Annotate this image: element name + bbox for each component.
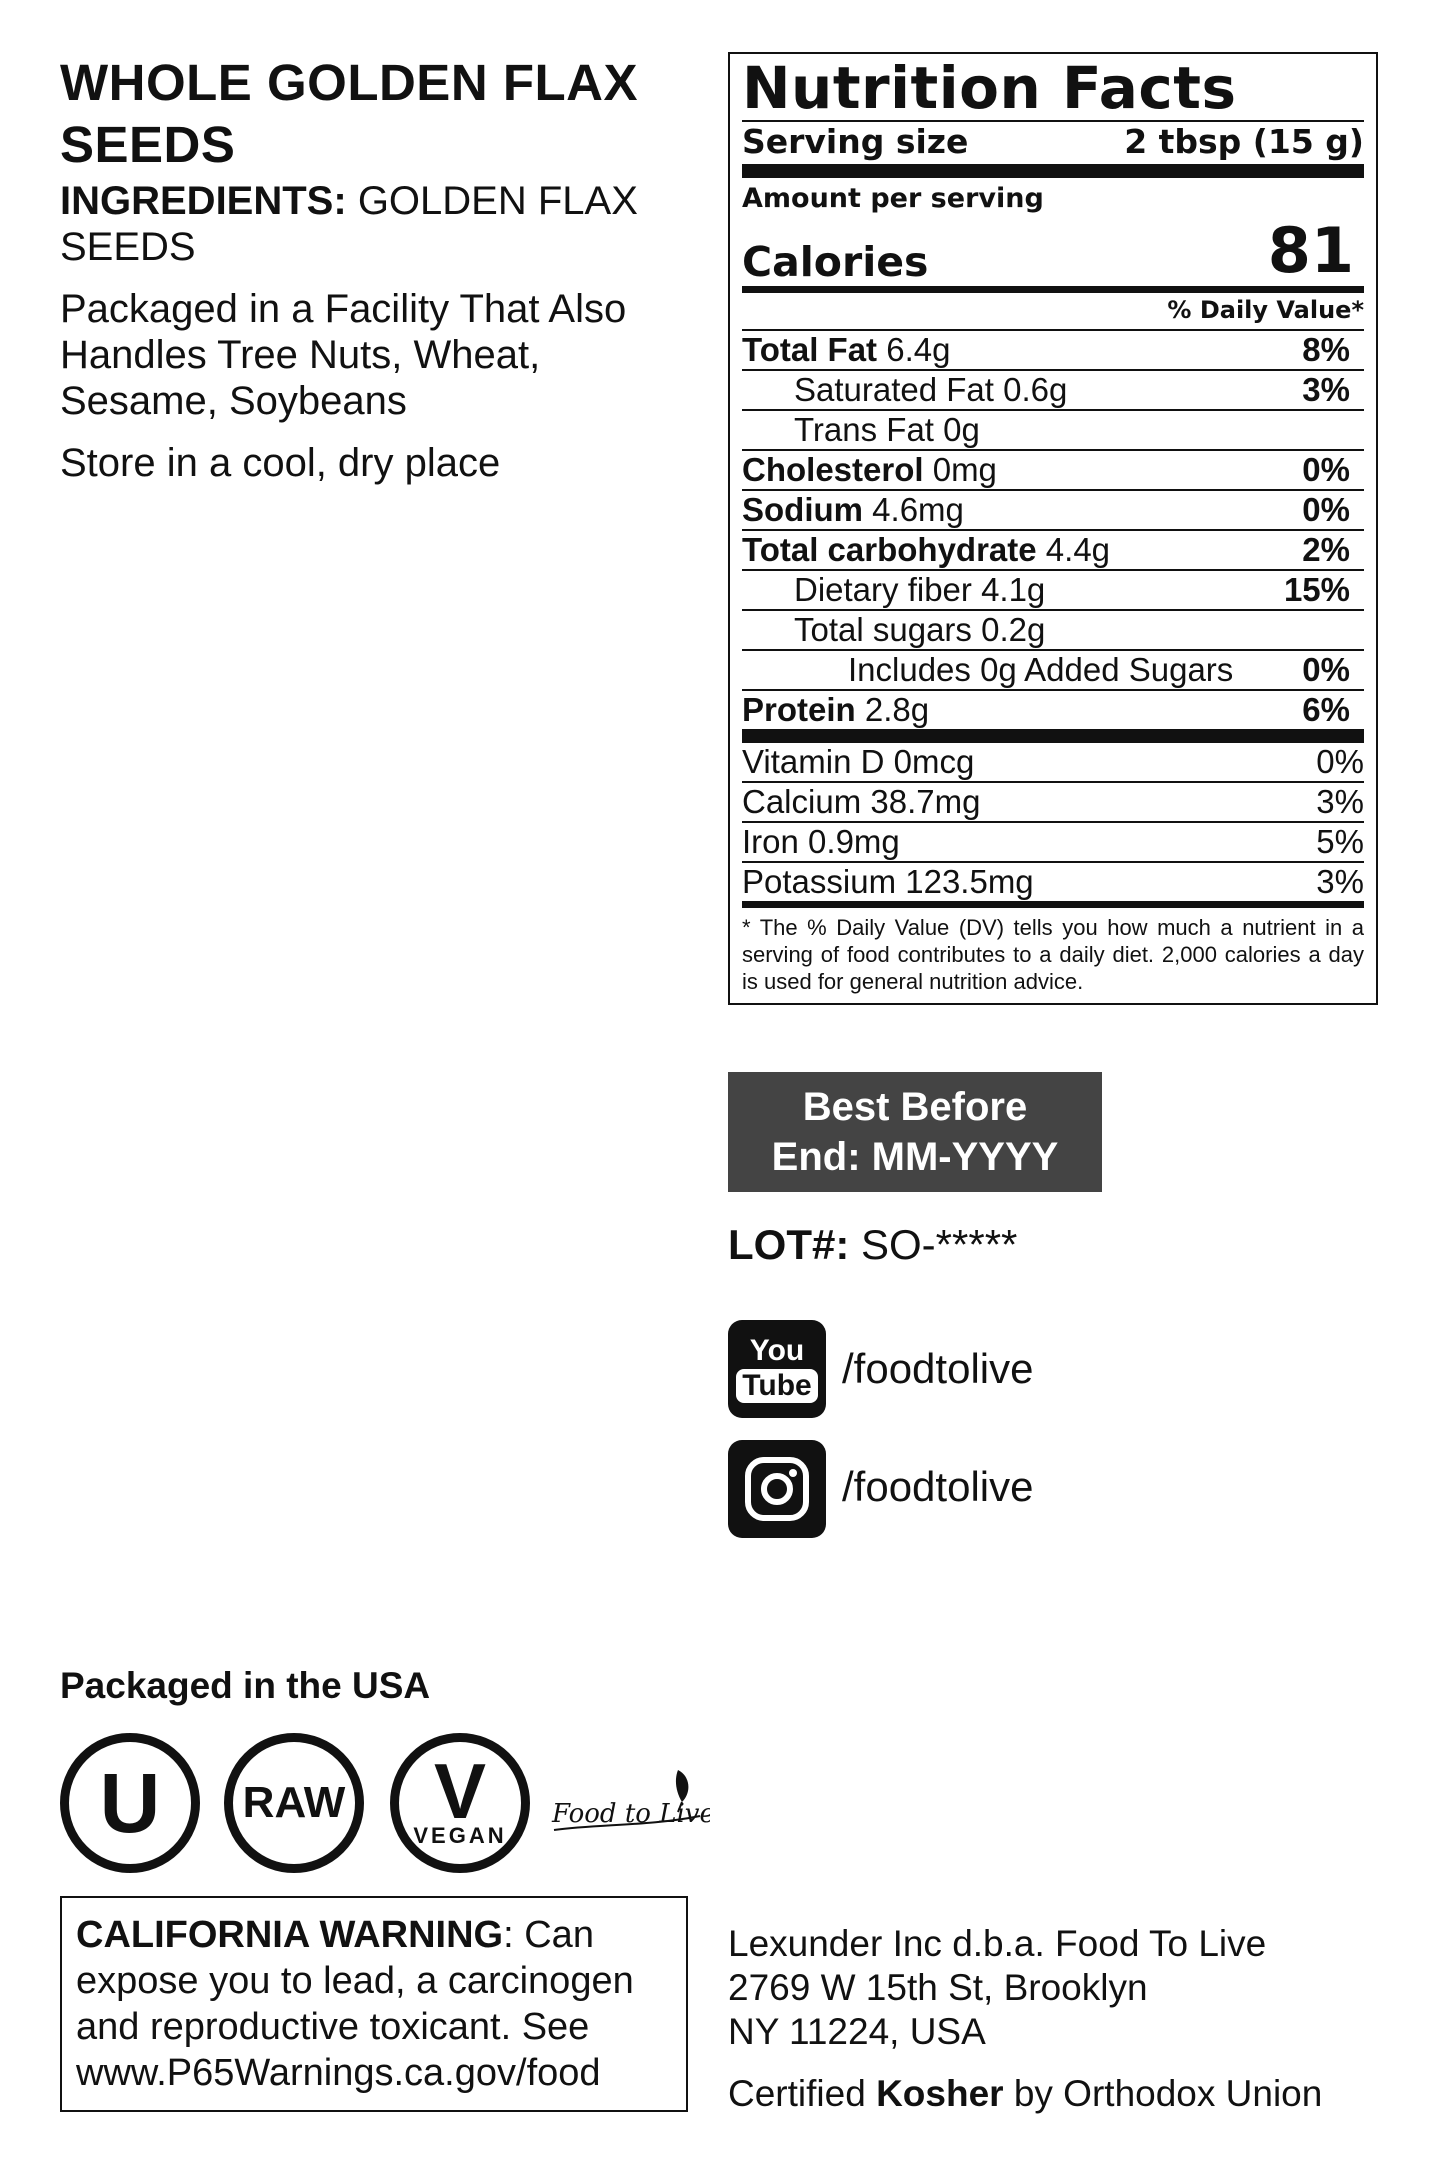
youtube-handle: /foodtolive bbox=[842, 1345, 1034, 1392]
california-warning-text: : Can expose you to lead, a carcinogen and reproductive toxicant. See www.P65Warnings.ca.gov/food bbox=[76, 1914, 634, 2094]
best-before-line2: End: MM-YYYY bbox=[771, 1135, 1059, 1179]
nutrient-row-total-sugars: Total sugars 0.2g bbox=[742, 611, 1364, 651]
company-line2: 2769 W 15th St, Brooklyn bbox=[728, 1967, 1148, 2008]
nutrient-row-protein: Protein 2.8g 6% bbox=[742, 691, 1350, 728]
ingredients-value: GOLDEN FLAX SEEDS bbox=[60, 179, 638, 269]
calories-label: Calories bbox=[742, 238, 929, 286]
company-line3: NY 11224, USA bbox=[728, 2011, 986, 2052]
serving-size-label: Serving size bbox=[742, 122, 969, 161]
nutrient-row-saturated-fat: Saturated Fat 0.6g 3% bbox=[742, 371, 1364, 411]
nutrient-row-vitamin-d: Vitamin D 0mcg 0% bbox=[742, 743, 1364, 783]
serving-size-value: 2 tbsp (15 g) bbox=[1124, 122, 1364, 161]
nutrient-row-trans-fat: Trans Fat 0g bbox=[742, 411, 1364, 451]
daily-value-header: % Daily Value* bbox=[1167, 296, 1364, 324]
ingredients-label: INGREDIENTS: bbox=[60, 179, 347, 223]
packaged-in-usa: Packaged in the USA bbox=[60, 1665, 431, 1706]
company-line1: Lexunder Inc d.b.a. Food To Live bbox=[728, 1923, 1267, 1964]
youtube-icon: You Tube bbox=[728, 1320, 826, 1418]
nutrient-row-dietary-fiber: Dietary fiber 4.1g 15% bbox=[742, 571, 1364, 611]
nutrition-facts-panel bbox=[728, 52, 1378, 1005]
raw-certification-icon: RAW bbox=[224, 1733, 364, 1873]
best-before-line1: Best Before bbox=[802, 1085, 1028, 1129]
food-to-live-logo bbox=[550, 1766, 710, 1846]
daily-value-footnote: * The % Daily Value (DV) tells you how much a nutrient in a serving of food contributes to a daily diet. 2,000 calories a day is used for general nutrition advice. bbox=[742, 915, 1364, 994]
nutrition-facts-title: Nutrition Facts bbox=[742, 54, 1237, 122]
calories-value: 81 bbox=[1267, 214, 1354, 287]
nutrient-row-iron: Iron 0.9mg 5% bbox=[742, 823, 1364, 863]
vegan-certification-icon: V VEGAN bbox=[390, 1733, 530, 1873]
nutrient-row-potassium: Potassium 123.5mg 3% bbox=[742, 863, 1364, 900]
nutrient-row-total-fat: Total Fat 6.4g 8% bbox=[742, 331, 1364, 371]
company-address bbox=[728, 1922, 1266, 2054]
svg-text:Food to Live: Food to Live bbox=[552, 1799, 710, 1829]
calories-row bbox=[742, 214, 1364, 286]
nutrient-row-cholesterol: Cholesterol 0mg 0% bbox=[742, 451, 1364, 491]
ingredients bbox=[60, 178, 680, 270]
instagram-icon bbox=[728, 1440, 826, 1538]
nutrient-row-sodium: Sodium 4.6mg 0% bbox=[742, 491, 1364, 531]
lot-number bbox=[728, 1220, 1017, 1270]
lot-label: LOT#: bbox=[728, 1221, 850, 1268]
nutrient-row-added-sugars: Includes 0g Added Sugars 0% bbox=[742, 651, 1364, 691]
instagram-handle: /foodtolive bbox=[842, 1463, 1034, 1510]
amount-per-serving: Amount per serving bbox=[742, 183, 1044, 214]
ou-kosher-icon: U bbox=[60, 1733, 200, 1873]
best-before-box bbox=[728, 1072, 1102, 1192]
lot-value: SO-***** bbox=[861, 1221, 1018, 1268]
nutrient-row-calcium: Calcium 38.7mg 3% bbox=[742, 783, 1364, 823]
kosher-certification-text: Certified Kosher by Orthodox Union bbox=[728, 2073, 1323, 2114]
serving-size-row bbox=[742, 122, 1364, 164]
allergen-statement: Packaged in a Facility That Also Handles Tree Nuts, Wheat, Sesame, Soybeans bbox=[60, 287, 627, 423]
nutrient-row-total-carbohydrate: Total carbohydrate 4.4g 2% bbox=[742, 531, 1364, 571]
california-warning-label: CALIFORNIA WARNING bbox=[76, 1914, 504, 1956]
storage-instructions: Store in a cool, dry place bbox=[60, 441, 501, 485]
product-title: WHOLE GOLDEN FLAX SEEDS bbox=[60, 54, 638, 173]
california-warning-box bbox=[60, 1896, 688, 2112]
